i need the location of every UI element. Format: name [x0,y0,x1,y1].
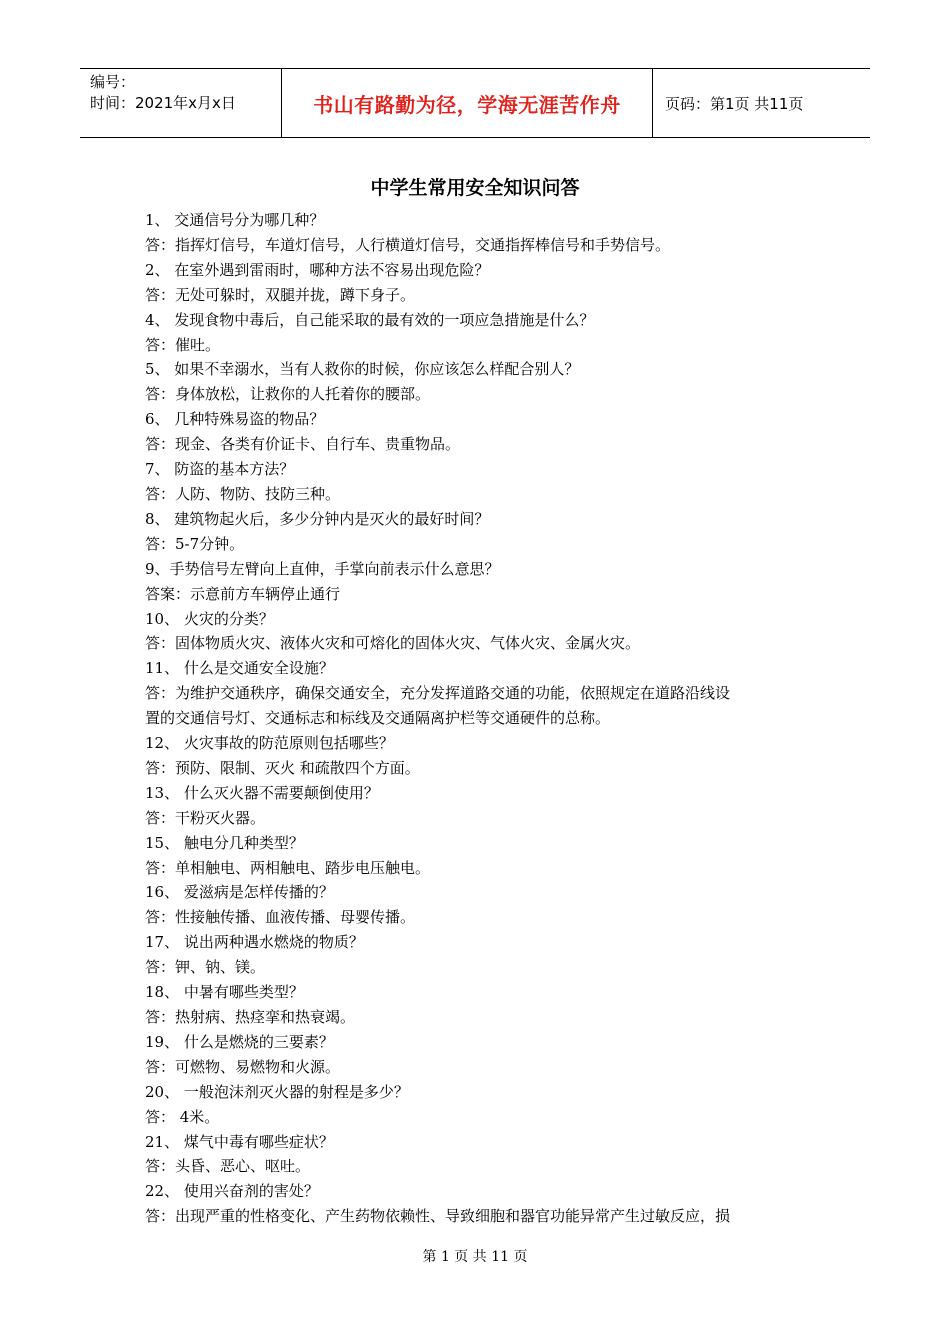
qa-line: 6、 几种特殊易盗的物品？ [145,410,325,429]
number-label: 编号： [90,73,136,91]
qa-line: 10、 火灾的分类？ [145,609,274,628]
qa-line: 答：热射病、热痉挛和热衰竭。 [145,1008,356,1026]
qa-line: 答：无处可躲时，双腿并拢，蹲下身子。 [145,285,416,304]
qa-line: 7、 防盗的基本方法？ [145,460,295,479]
qa-line: 答：催吐。 [145,335,221,354]
qa-line: 2、 在室外遇到雷雨时，哪种方法不容易出现危险？ [145,260,490,279]
qa-line: 答：钾、钠、镁。 [145,958,266,977]
qa-line: 答案：示意前方车辆停止通行 [145,584,341,603]
qa-line: 置的交通信号灯、交通标志和标线及交通隔离护栏等交通硬件的总称。 [145,709,611,728]
qa-line: 答：干粉灭火器。 [145,808,266,827]
page-header [80,68,870,138]
qa-line: 答：现金、各类有价证卡、自行车、贵重物品。 [145,435,461,454]
qa-line: 21、 煤气中毒有哪些症状？ [145,1132,334,1151]
qa-line: 18、 中暑有哪些类型？ [145,983,304,1002]
qa-line: 答：人防、物防、技防三种。 [145,484,341,503]
qa-line: 答：指挥灯信号，车道灯信号，人行横道灯信号，交通指挥棒信号和手势信号。 [145,235,671,254]
time-label: 时间：2021年x月x日 [90,94,236,112]
qa-line: 4、 发现食物中毒后，自己能采取的最有效的一项应急措施是什么？ [145,310,595,329]
qa-line: 答： 4米。 [145,1107,220,1126]
qa-line: 答：可燃物、易燃物和火源。 [145,1057,341,1076]
qa-line: 20、 一般泡沫剂灭火器的射程是多少？ [145,1082,409,1101]
qa-line: 11、 什么是交通安全设施？ [145,659,334,678]
qa-line: 答：预防、限制、灭火 和疏散四个方面。 [145,758,420,777]
qa-line: 答：出现严重的性格变化、产生药物依赖性、导致细胞和器官功能异常产生过敏反应，损 [145,1207,731,1226]
qa-line: 22、 使用兴奋剂的害处？ [145,1182,319,1201]
qa-line: 答：5-7分钟。 [145,534,245,553]
qa-line: 答：头昏、恶心、呕吐。 [145,1157,311,1176]
qa-line: 19、 什么是燃烧的三要素？ [145,1032,334,1051]
motto-text: 书山有路勤为径，学海无涯苦作舟 [313,92,621,117]
header-page-info: 页码：第1页 共11页 [665,94,804,113]
qa-line: 13、 什么灭火器不需要颠倒使用？ [145,783,379,802]
qa-line: 5、 如果不幸溺水，当有人救你的时候，你应该怎么样配合别人？ [145,360,580,379]
qa-line: 12、 火灾事故的防范原则包括哪些？ [145,734,394,753]
qa-line: 答：身体放松，让救你的人托着你的腰部。 [145,385,431,404]
qa-line: 答：性接触传播、血液传播、母婴传播。 [145,908,416,927]
qa-line: 15、 触电分几种类型？ [145,833,304,852]
header-motto [282,69,653,137]
qa-line: 17、 说出两种遇水燃烧的物质？ [145,933,364,952]
qa-line: 16、 爱滋病是怎样传播的？ [145,883,334,902]
qa-line: 1、 交通信号分为哪几种？ [145,211,325,229]
document-title: 中学生常用安全知识问答 [370,177,580,199]
qa-line: 答：为维护交通秩序，确保交通安全，充分发挥道路交通的功能，依照规定在道路沿线设 [145,684,731,703]
qa-line: 9、手势信号左臂向上直伸，手掌向前表示什么意思？ [145,559,500,578]
qa-line: 8、 建筑物起火后，多少分钟内是灭火的最好时间？ [145,509,490,528]
qa-line: 答：固体物质火灾、液体火灾和可熔化的固体火灾、气体火灾、金属火灾。 [145,634,641,653]
qa-line: 答：单相触电、两相触电、踏步电压触电。 [145,858,431,877]
header-meta [80,69,282,137]
qa-list [145,208,815,1229]
page-footer: 第 1 页 共 11 页 [422,1249,528,1265]
